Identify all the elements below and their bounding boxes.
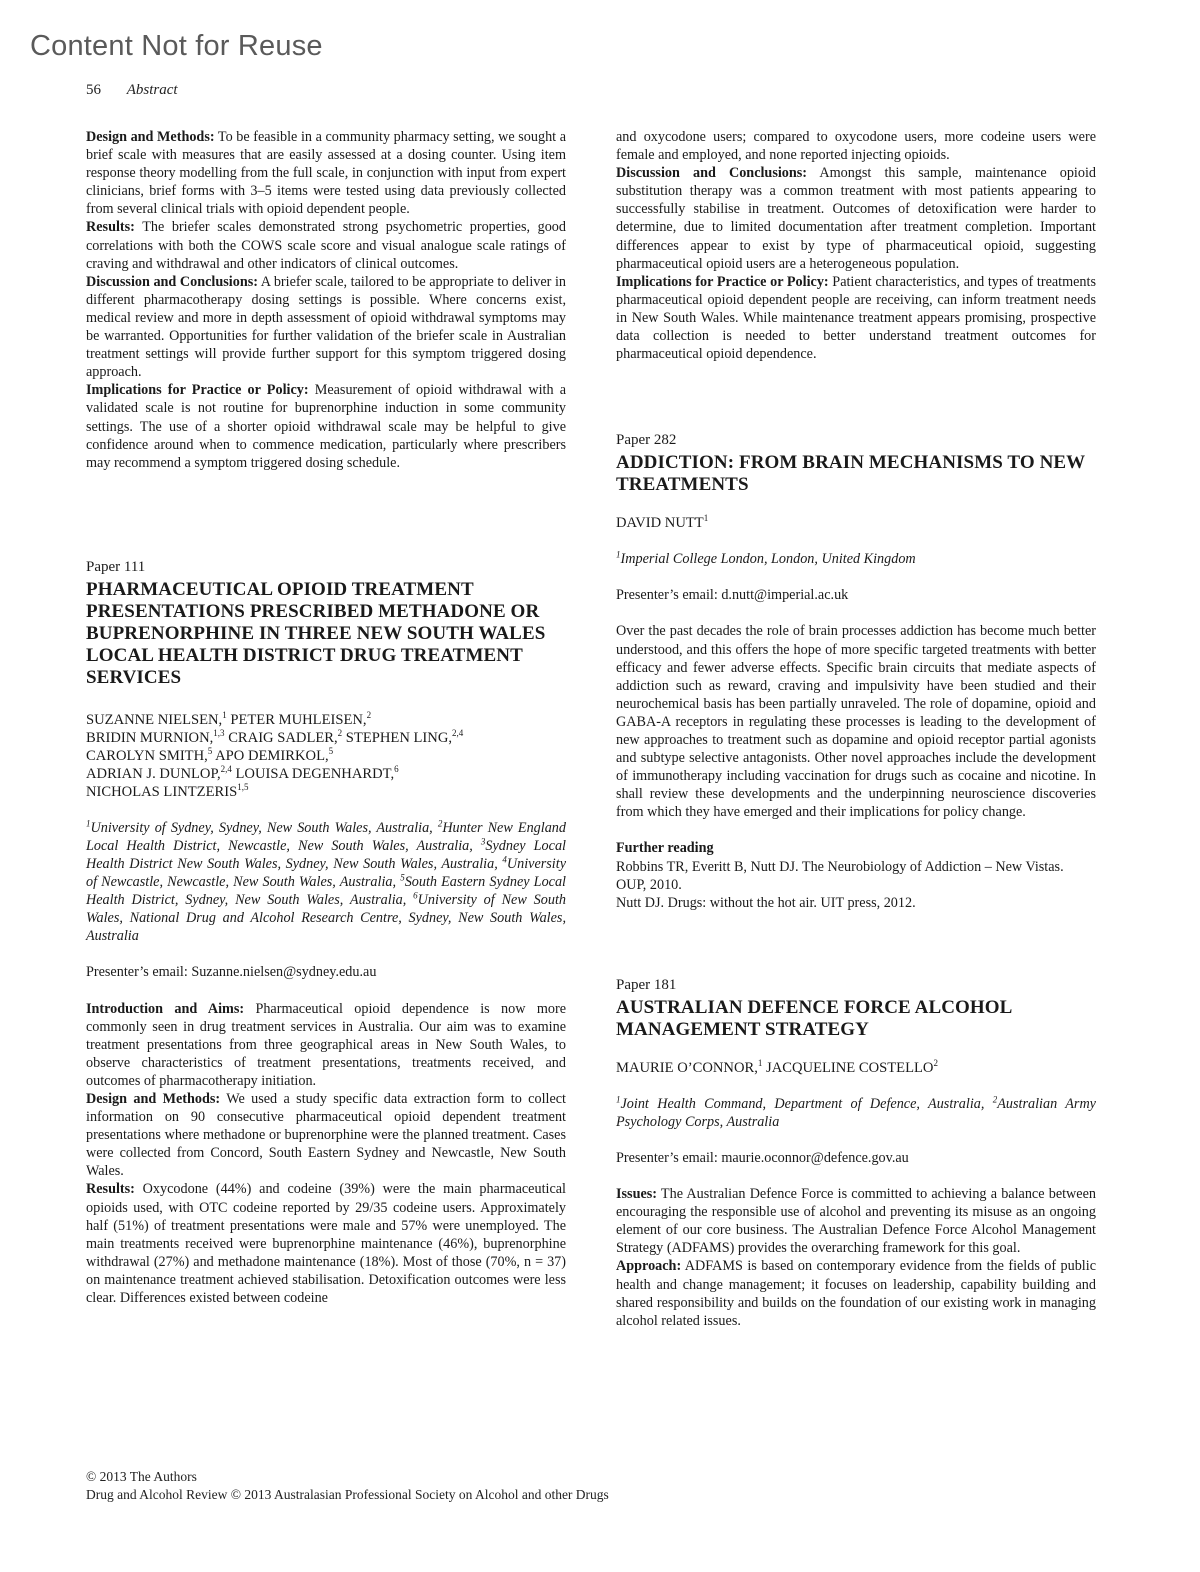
watermark: Content Not for Reuse bbox=[30, 30, 323, 62]
paper-title: ADDICTION: FROM BRAIN MECHANISMS TO NEW TREATMENTS bbox=[616, 452, 1085, 496]
running-head bbox=[86, 82, 178, 99]
paper-label: Paper 282 bbox=[616, 432, 677, 449]
continued-abstract bbox=[86, 128, 566, 472]
presenter-email: Presenter’s email: d.nutt@imperial.ac.uk bbox=[616, 587, 849, 604]
author-list: SUZANNE NIELSEN,$^1$ PETER MUHLEISEN,$^2$ BRIDIN MURNION,$^{1,3}$ CRAIG SADLER,$^2$ STEPHEN LING,$^{2,4}$ CAROLYN SMITH,$^5$ APO DEMIRKOL,$^5$ ADRIAN J. DUNLOP,$^{2,4}$ LOUISA DEGENHARDT,$^6$ NICHOLAS LINTZERIS$^{1,5}$ bbox=[86, 709, 464, 800]
paper-282 bbox=[616, 431, 1096, 912]
abstract-section: Design and Methods: To be feasible in a community pharmacy setting, we sought a brief scale with measures that are easily assessed at a dosing counter. Using item response theory modelling from the full scale, in conjunction with input from expert clinicians, brief forms with 3–5 items were tested using data previously collected from several clinical trials with opioid dependent people. bbox=[86, 129, 566, 218]
reference: Robbins TR, Everitt B, Nutt DJ. The Neurobiology of Addiction – New Vistas. OUP, 2010. bbox=[616, 858, 1064, 893]
right-column bbox=[616, 128, 1096, 1330]
paper-title: AUSTRALIAN DEFENCE FORCE ALCOHOL MANAGEMENT STRATEGY bbox=[616, 996, 1012, 1040]
paper-111 bbox=[86, 558, 566, 1307]
page-footer bbox=[86, 1468, 609, 1504]
journal-line: Drug and Alcohol Review © 2013 Australasian Professional Society on Alcohol and other Drugs bbox=[86, 1487, 609, 1502]
abstract-section: Approach: ADFAMS is based on contemporary evidence from the fields of public health and change management; it focuses on leadership, capability building and shared responsibility and builds on the foundation of our existing work in managing alcohol related issues. bbox=[616, 1258, 1096, 1329]
author-list: DAVID NUTT$^1$ bbox=[616, 513, 709, 532]
abstract-section: Discussion and Conclusions: A briefer scale, tailored to be appropriate to deliver in different pharmacotherapy dosing settings is possible. Where concerns exist, medical review and more in depth assessment of opioid withdrawal symptoms may be warranted. Opportunities for further validation of the briefer scale in Australian treatment settings will provide further support for this symptom triggered dosing approach. bbox=[86, 273, 567, 381]
abstract-section: Results: The briefer scales demonstrated strong psychometric properties, good correlations with both the COWS scale score and visual analogue scale ratings of craving and withdrawal and other indicators of clinical outcomes. bbox=[86, 219, 566, 272]
presenter-email: Presenter’s email: Suzanne.nielsen@sydney.edu.au bbox=[86, 964, 377, 981]
abstract-section: Discussion and Conclusions: Amongst this sample, maintenance opioid substitution therapy was a common treatment with most patients appearing to successfully stabilise in treatment. Outcomes of detoxification were harder to determine, due to limited documentation after treatment completion. Important differences appear to exist by type of pharmaceutical opioid, suggesting pharmaceutical opioid users are a heterogeneous population. bbox=[616, 165, 1096, 272]
abstract-body bbox=[616, 1185, 1096, 1330]
abstract-body: Over the past decades the role of brain processes addiction has become much better understood, and this offers the hope of more specific targeted treatments with better efficacy and fewer adverse effects. Specific brain circuits that mediate aspects of addiction such as reward, craving and impulsivity have been studied and their neurochemical basis has been partially unraveled. The role of dopamine, opioid and GABA-A receptors in regulating these processes is leading to the development of new approaches to treatment such as dopamine and opioid receptor partial agonists and subtype selective antagonists. Other novel approaches include the development of immunotherapy including vaccination for drugs such as cocaine and nicotine. In shall review these developments and the underpinning neuroscience discoveries from which they have emerged and their implications for policy change. bbox=[616, 623, 1096, 821]
affiliations: $^1$Joint Health Command, Department of Defence, Australia, $^2$Australian Army Psychology Corps, Australia bbox=[616, 1094, 1096, 1130]
section-name: Abstract bbox=[126, 82, 178, 98]
page-number: 56 bbox=[86, 82, 101, 98]
presenter-email: Presenter’s email: maurie.oconnor@defence.gov.au bbox=[616, 1150, 909, 1166]
affiliations: $^1$Imperial College London, London, United Kingdom bbox=[616, 549, 916, 568]
continued-abstract bbox=[616, 128, 1096, 363]
further-reading-heading: Further reading bbox=[616, 840, 714, 857]
abstract-section: Issues: The Australian Defence Force is committed to achieving a balance between encouraging the responsible use of alcohol and preventing its misuse as an ongoing element of our core business. The Australian Defence Force Alcohol Management Strategy (ADFAMS) provides the overarching framework for this goal. bbox=[616, 1186, 1096, 1257]
affiliations: $^1$University of Sydney, Sydney, New South Wales, Australia, $^2$Hunter New England Local Health District, Newcastle, New South Wales, Australia, $^3$Sydney Local Health District New South Wales, Sydney, New South Wales, Australia, $^4$University of Newcastle, Newcastle, New South Wales, Australia, $^5$South Eastern Sydney Local Health District, Sydney, New South Wales, Australia, $^6$University of New South Wales, National Drug and Alcohol Research Centre, Sydney, New South Wales, Australia bbox=[86, 818, 566, 945]
abstract-section: Implications for Practice or Policy: Measurement of opioid withdrawal with a validated scale is not routine for buprenorphine induction in some community settings. The use of a shorter opioid withdrawal scale may be helpful to give confidence around when to commence medication, particularly where prescribers may recommend a symptom triggered dosing schedule. bbox=[86, 382, 566, 471]
abstract-section: Results: Oxycodone (44%) and codeine (39%) were the main pharmaceutical opioids used, with OTC codeine reported by 29/35 codeine users. Approximately half (51%) of treatment presentations were male and 57% were unemployed. The main treatments received were buprenorphine maintenance (46%), buprenorphine withdrawal (27%) and methadone maintenance (18%). Most of those (70%, n = 37) on maintenance treatment achieved stabilisation. Detoxification outcomes were less clear. Differences existed between codeine bbox=[86, 1181, 566, 1307]
paper-title: PHARMACEUTICAL OPIOID TREATMENT PRESENTATIONS PRESCRIBED METHADONE OR BUPRENORPHINE IN THREE NEW SOUTH WALES LOCAL HEALTH DISTRICT DRUG TREATMENT SERVICES bbox=[86, 578, 546, 688]
reference: Nutt DJ. Drugs: without the hot air. UIT press, 2012. bbox=[616, 894, 916, 911]
left-column bbox=[86, 128, 566, 1307]
paper-181 bbox=[616, 976, 1096, 1330]
abstract-section: Implications for Practice or Policy: Patient characteristics, and types of treatments pharmaceutical opioid dependent people are receiving, can inform treatment needs in New South Wales. While maintenance treatment appears promising, prospective data collection is needed to better understand treatment outcomes for pharmaceutical opioid dependence. bbox=[616, 273, 1096, 363]
paper-label: Paper 111 bbox=[86, 558, 146, 575]
abstract-body bbox=[86, 1000, 566, 1308]
paper-label: Paper 181 bbox=[616, 976, 677, 993]
copyright-line: © 2013 The Authors bbox=[86, 1469, 197, 1484]
abstract-section: Design and Methods: We used a study specific data extraction form to collect information on 90 consecutive pharmaceutical opioid dependent treatment presentations where methadone or buprenorphine were the planned treatment. Cases were collected from Concord, South Eastern Sydney and Newcastle, New South Wales. bbox=[86, 1091, 566, 1180]
author-list: MAURIE O’CONNOR,$^1$ JACQUELINE COSTELLO$^2$ bbox=[616, 1057, 938, 1076]
abstract-section: and oxycodone users; compared to oxycodone users, more codeine users were female and employed, and none reported injecting opioids. bbox=[616, 129, 1096, 164]
abstract-section: Introduction and Aims: Pharmaceutical opioid dependence is now more commonly seen in drug treatment services in Australia. Our aim was to examine treatment presentations from three geographical areas in New South Wales, to observe characteristics of treatment presentations, treatments received, and outcomes of pharmacotherapy initiation. bbox=[86, 1000, 566, 1089]
